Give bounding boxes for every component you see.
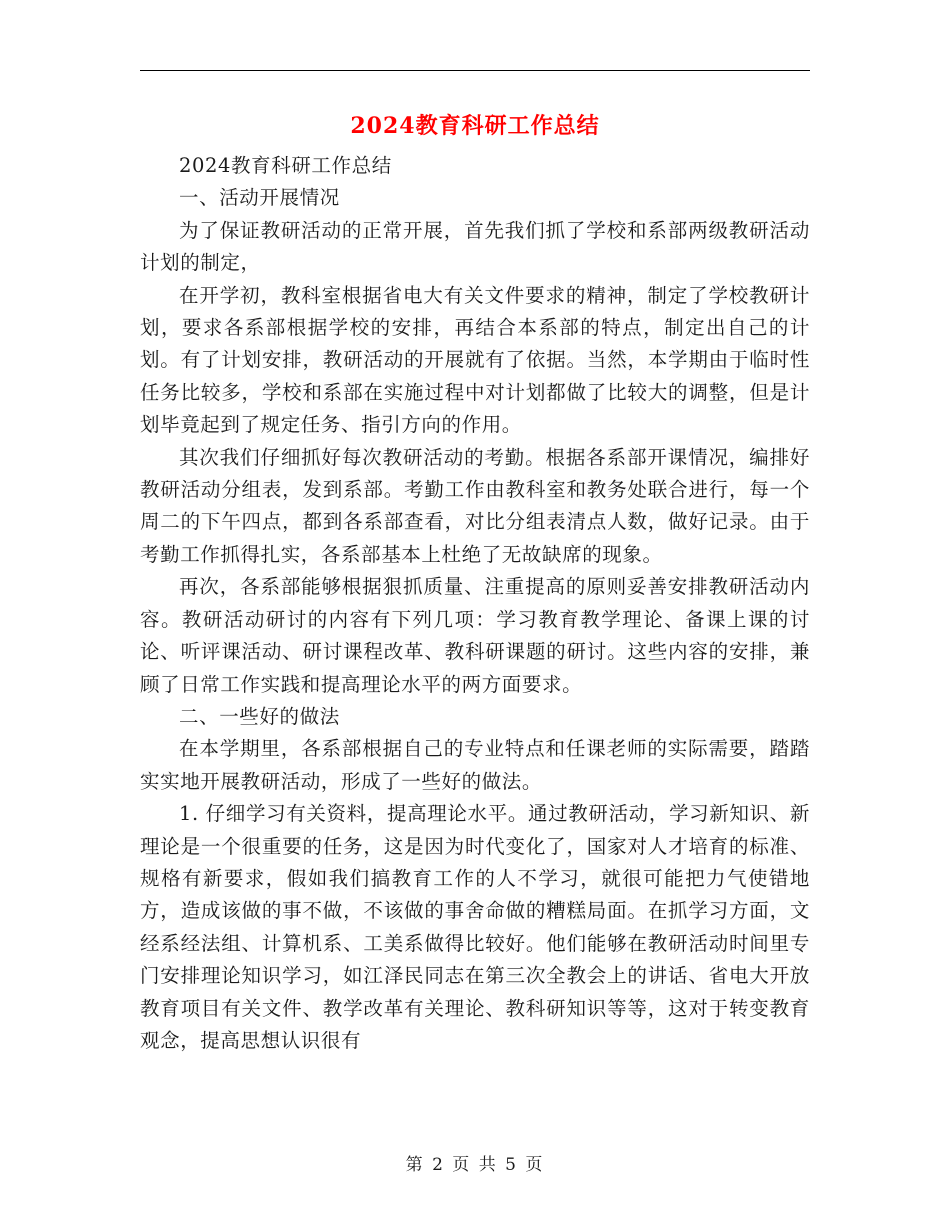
body-paragraph: 在开学初，教科室根据省电大有关文件要求的精神，制定了学校教研计划，要求各系部根据学校的安排，再结合本系部的特点，制定出自己的计划。有了计划安排，教研活动的开展就有了依据。当然，本学期由于临时性任务比较多，学校和系部在实施过程中对计划都做了比较大的调整，但是计划毕竟起到了规定任务、指引方向的作用。 (140, 283, 810, 437)
body-paragraph: 为了保证教研活动的正常开展，首先我们抓了学校和系部两级教研活动计划的制定， (140, 218, 810, 275)
page-number-footer: 第 2 页 共 5 页 (405, 1155, 545, 1175)
section-heading-1: 一、活动开展情况 (179, 186, 340, 210)
subtitle-paragraph: 2024教育科研工作总结 (179, 154, 392, 177)
document-body (140, 150, 810, 1057)
document-title: 2024教育科研工作总结 (350, 113, 600, 139)
header-rule (140, 70, 810, 71)
body-paragraph: 1. 仔细学习有关资料，提高理论水平。通过教研活动，学习新知识、新理论是一个很重要的任务，这是因为时代变化了，国家对人才培育的标准、规格有新要求，假如我们搞教育工作的人不学习，就很可能把力气使错地方，造成该做的事不做，不该做的事舍命做的糟糕局面。在抓学习方面，文经系经法组、计算机系、工美系做得比较好。他们能够在教研活动时间里专门安排理论知识学习，如江泽民同志在第三次全教会上的讲话、省电大开放教育项目有关文件、教学改革有关理论、教科研知识等等，这对于转变教育观念，提高思想认识很有 (140, 802, 810, 1052)
body-paragraph: 其次我们仔细抓好每次教研活动的考勤。根据各系部开课情况，编排好教研活动分组表，发到系部。考勤工作由教科室和教务处联合进行，每一个周二的下午四点，都到各系部查看，对比分组表清点人数，做好记录。由于考勤工作抓得扎实，各系部基本上杜绝了无故缺席的现象。 (140, 445, 810, 566)
body-paragraph: 再次，各系部能够根据狠抓质量、注重提高的原则妥善安排教研活动内容。教研活动研讨的内容有下列几项：学习教育教学理论、备课上课的讨论、听评课活动、研讨课程改革、教科研课题的研讨。这些内容的安排，兼顾了日常工作实践和提高理论水平的两方面要求。 (140, 575, 810, 696)
body-paragraph: 在本学期里，各系部根据自己的专业特点和任课老师的实际需要，踏踏实实地开展教研活动，形成了一些好的做法。 (140, 737, 810, 793)
section-heading-2: 二、一些好的做法 (179, 704, 340, 728)
